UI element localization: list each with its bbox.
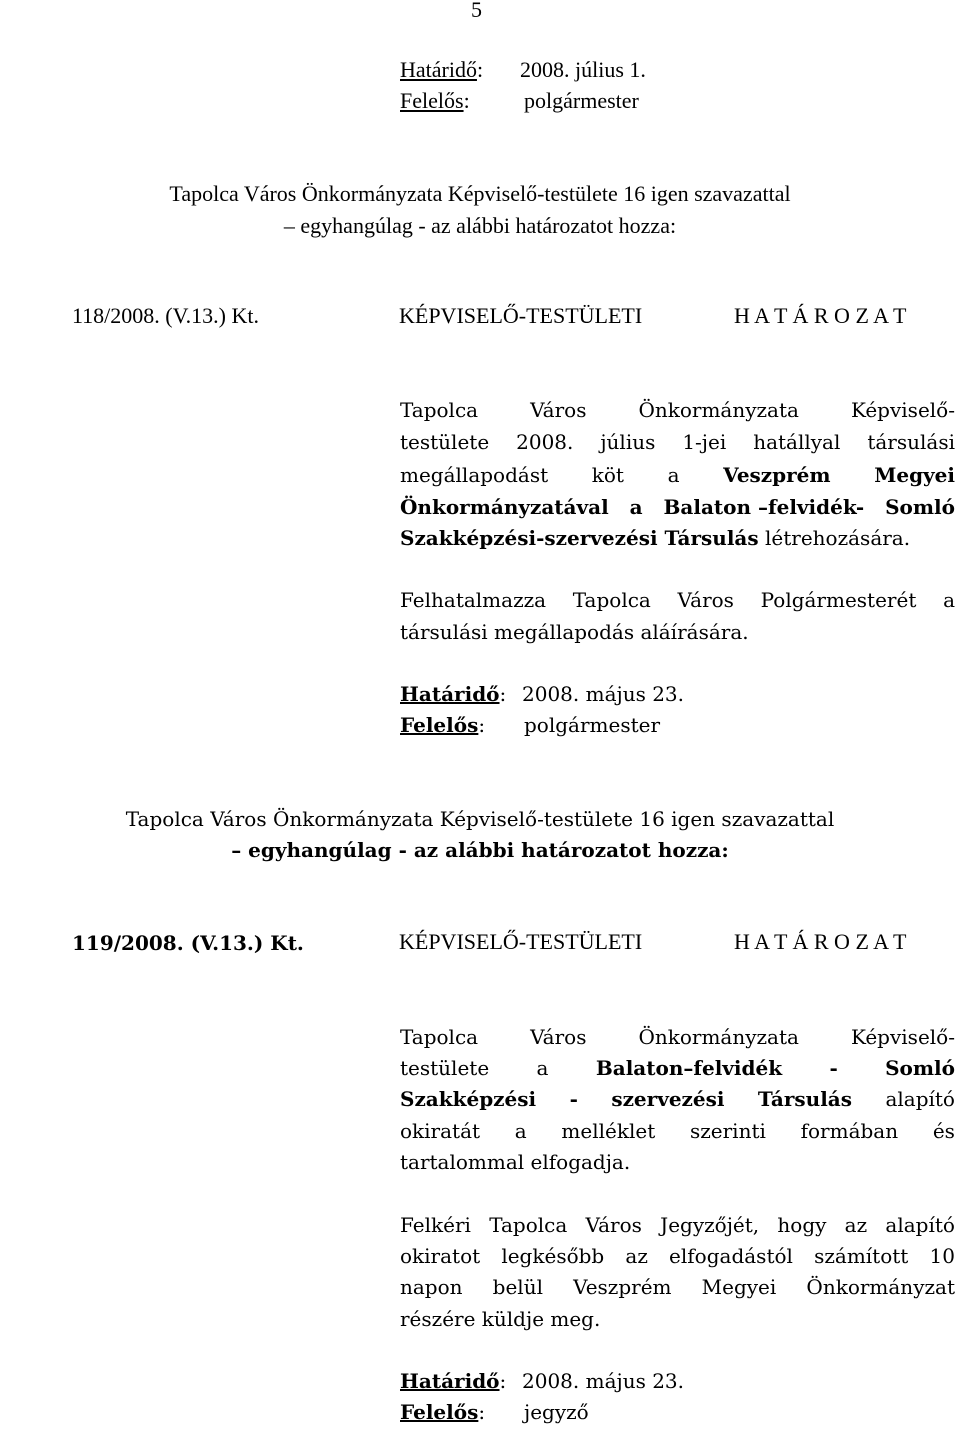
resolution-text-line: [400, 459, 955, 491]
word: Képviselő-: [850, 1025, 955, 1049]
responsible-label: Felelős: [400, 1400, 479, 1424]
word: szerinti: [689, 1119, 766, 1143]
word: 10: [929, 1244, 955, 1268]
association-name: Szakképzési-szervezési Társulás: [400, 526, 759, 550]
word: belül: [492, 1275, 543, 1299]
deadline-row: Határidő: 2008. május 23.: [400, 1365, 506, 1397]
resolution-heading: KÉPVISELŐ-TESTÜLETI: [399, 303, 643, 328]
deadline-label: Határidő: [400, 1369, 500, 1393]
word: Önkormányzata: [638, 1025, 799, 1049]
word: melléklet: [561, 1119, 656, 1143]
word: legkésőbb: [501, 1244, 605, 1268]
word: Somló: [885, 1056, 955, 1080]
word: az: [625, 1244, 648, 1268]
word: létrehozására.: [765, 526, 911, 550]
word: napon: [400, 1275, 463, 1299]
resolution-text-line: tartalommal elfogadja.: [400, 1150, 631, 1174]
word: elfogadástól: [669, 1244, 793, 1268]
word: Veszprém: [573, 1275, 672, 1299]
word: 2008.: [516, 430, 574, 454]
resolution-text-line: [400, 1083, 955, 1115]
word: alapító: [885, 1213, 955, 1237]
word: Önkormányzat: [806, 1275, 955, 1299]
resolution-number: 118/2008. (V.13.) Kt.: [72, 303, 259, 328]
word: számított: [814, 1244, 909, 1268]
word: a: [536, 1056, 549, 1080]
word: Megyei: [701, 1275, 777, 1299]
word: Tapolca: [489, 1213, 568, 1237]
word: Balaton –felvidék-: [663, 495, 865, 519]
deadline-value: 2008. május 23.: [522, 682, 685, 706]
resolution-text-line: [400, 1271, 955, 1303]
deadline-label: Határidő: [400, 57, 477, 82]
resolution-heading-word: H A T Á R O Z A T: [734, 929, 907, 954]
word: Tapolca: [400, 1025, 479, 1049]
deadline-value: 2008. július 1.: [520, 57, 646, 82]
word: Jegyzőjét,: [660, 1213, 760, 1237]
word: a: [514, 1119, 527, 1143]
responsible-row: Felelős: polgármester: [400, 86, 470, 116]
word: okiratot: [400, 1244, 481, 1268]
word: testülete: [400, 430, 490, 454]
word: Képviselő-: [850, 398, 955, 422]
resolution-text-line: [400, 1115, 955, 1147]
resolution-heading: KÉPVISELŐ-TESTÜLETI: [399, 929, 643, 954]
word: okiratát: [400, 1119, 481, 1143]
word: Megyei: [874, 463, 955, 487]
word: -: [829, 1056, 838, 1080]
vote-statement-line: Tapolca Város Önkormányzata Képviselő-testülete 16 igen szavazattal: [169, 181, 791, 206]
word: testülete: [400, 1056, 490, 1080]
responsible-row: Felelős: polgármester: [400, 709, 485, 741]
vote-statement-line: Tapolca Város Önkormányzata Képviselő-testülete 16 igen szavazattal: [125, 807, 835, 831]
deadline-value: 2008. május 23.: [522, 1369, 685, 1393]
word: Város: [677, 588, 734, 612]
responsible-label: Felelős: [400, 88, 464, 113]
word: Város: [530, 1025, 587, 1049]
word: Somló: [885, 495, 955, 519]
word: július: [600, 430, 656, 454]
vote-statement-line: – egyhangúlag - az alábbi határozatot hozza:: [283, 213, 677, 238]
word: Szakképzési: [400, 1087, 537, 1111]
resolution-text-line: [400, 394, 955, 426]
word: Város: [530, 398, 587, 422]
resolution-text-line: [400, 491, 955, 523]
deadline-row: Határidő: 2008. július 1.: [400, 55, 483, 85]
resolution-number: 119/2008. (V.13.) Kt.: [72, 931, 304, 955]
resolution-text-line: [400, 522, 955, 554]
responsible-value: polgármester: [524, 713, 661, 737]
deadline-label: Határidő: [400, 682, 500, 706]
word: Felhatalmazza: [400, 588, 547, 612]
word: Veszprém: [723, 463, 831, 487]
word: Tapolca: [572, 588, 651, 612]
word: köt: [591, 463, 624, 487]
word: társulási: [867, 430, 955, 454]
word: Város: [585, 1213, 642, 1237]
word: Polgármesterét: [760, 588, 917, 612]
word: megállapodást: [400, 463, 549, 487]
resolution-text-line: társulási megállapodás aláírására.: [400, 620, 749, 644]
resolution-text-line: [400, 1240, 955, 1272]
responsible-value: polgármester: [524, 88, 639, 113]
vote-statement-line: – egyhangúlag - az alábbi határozatot hozza:: [231, 838, 729, 862]
word: Társulás: [757, 1087, 853, 1111]
deadline-row: Határidő: 2008. május 23.: [400, 678, 506, 710]
word: Felkéri: [400, 1213, 471, 1237]
resolution-text-line: [400, 426, 955, 458]
word: szervezési: [611, 1087, 725, 1111]
resolution-text-line: [400, 1209, 955, 1241]
word: a: [943, 588, 955, 612]
word: az: [844, 1213, 868, 1237]
resolution-text-line: [400, 1052, 955, 1084]
word: 1-jei: [682, 430, 727, 454]
page-number: 5: [471, 0, 482, 22]
word: hogy: [777, 1213, 827, 1237]
word: -: [569, 1087, 578, 1111]
responsible-row: Felelős: jegyző: [400, 1396, 485, 1428]
word: formában: [800, 1119, 899, 1143]
word: a: [667, 463, 680, 487]
word: Önkormányzatával: [400, 495, 609, 519]
word: alapító: [885, 1087, 955, 1111]
resolution-heading-word: H A T Á R O Z A T: [734, 303, 907, 328]
word: és: [932, 1119, 955, 1143]
resolution-text-line: részére küldje meg.: [400, 1307, 601, 1331]
resolution-text-line: [400, 584, 955, 616]
word: a: [629, 495, 643, 519]
word: Balaton–felvidék: [595, 1056, 783, 1080]
word: Önkormányzata: [638, 398, 799, 422]
responsible-value: jegyző: [524, 1400, 589, 1424]
resolution-text-line: [400, 1021, 955, 1053]
word: Tapolca: [400, 398, 479, 422]
responsible-label: Felelős: [400, 713, 479, 737]
word: hatállyal: [753, 430, 841, 454]
